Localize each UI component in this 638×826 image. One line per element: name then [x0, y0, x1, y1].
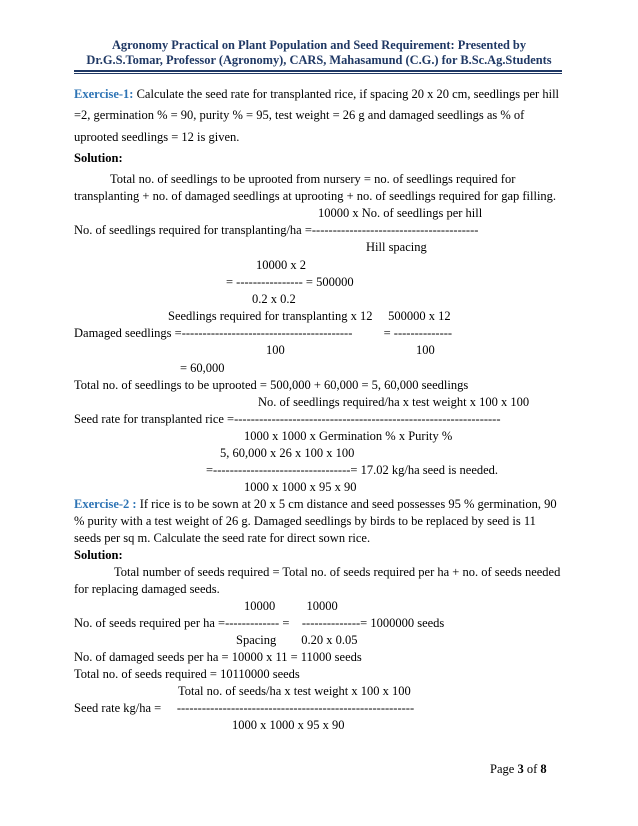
- exercise-2-line-3: seeds per sq m. Calculate the seed rate for direct sown rice.: [74, 531, 371, 545]
- formula-3-denominator: 100 100: [266, 343, 435, 357]
- seed-rate-2-numerator: Total no. of seeds/ha x test weight x 100 x 100: [178, 684, 411, 698]
- seed-rate-1-denominator: 1000 x 1000 x Germination % x Purity %: [244, 429, 453, 443]
- page-current: 3: [517, 762, 524, 776]
- total-seedlings: Total no. of seedlings to be uprooted = 500,000 + 60,000 = 5, 60,000 seedlings: [74, 378, 469, 392]
- solution-2-heading: Solution:: [74, 548, 123, 562]
- exercise-2-intro: [74, 497, 557, 512]
- seed-rate-1b-equation: =---------------------------------= 17.02 kg/ha seed is needed.: [206, 463, 499, 477]
- header-rule: [74, 70, 562, 72]
- formula-2-equation: = ---------------- = 500000: [226, 275, 354, 289]
- exercise-2-line-2: % purity with a test weight of 26 g. Damaged seedlings by birds to be replaced by seed is 11: [74, 514, 536, 528]
- solution-2-para-1: Total number of seeds required = Total no. of seeds required per ha + no. of seeds needed: [114, 565, 561, 579]
- exercise-1-text: Calculate the seed rate for transplanted rice, if spacing 20 x 20 cm, seedlings per hill: [133, 87, 560, 101]
- total-seeds: Total no. of seeds required = 10110000 seeds: [74, 667, 300, 681]
- seed-rate-1-numerator: No. of seedlings required/ha x test weight x 100 x 100: [258, 395, 530, 409]
- exercise-1-label: Exercise-1:: [74, 87, 134, 101]
- solution-1-heading: Solution:: [74, 151, 123, 165]
- seeds-formula-numerator: 10000 10000: [244, 599, 338, 613]
- seed-rate-1b-denominator: 1000 x 1000 x 95 x 90: [244, 480, 357, 494]
- solution-1-para-2: transplanting + no. of damaged seedlings at uprooting + no. of seedlings required for gap filling.: [74, 189, 557, 203]
- exercise-1-line-2: =2, germination % = 90, purity % = 95, test weight = 26 g and damaged seedlings as % of: [74, 108, 525, 122]
- formula-2-denominator: 0.2 x 0.2: [252, 292, 296, 306]
- formula-3-result: = 60,000: [180, 361, 225, 375]
- exercise-1-line-3: uprooted seedlings = 12 is given.: [74, 130, 240, 144]
- formula-3-lhs: Damaged seedlings =----------------------------------------- = --------------: [74, 326, 453, 340]
- formula-1-lhs: No. of seedlings required for transplanting/ha =----------------------------------------: [74, 223, 479, 237]
- page-number: [490, 762, 547, 777]
- formula-2-numerator: 10000 x 2: [256, 258, 306, 272]
- seed-rate-1b-numerator: 5, 60,000 x 26 x 100 x 100: [220, 446, 355, 460]
- formula-1-numerator: 10000 x No. of seedlings per hill: [318, 206, 483, 220]
- formula-1-denominator: Hill spacing: [366, 240, 427, 254]
- page-of: of: [523, 762, 541, 776]
- exercise-1-intro: [74, 87, 559, 102]
- solution-2-para-2: for replacing damaged seeds.: [74, 582, 220, 596]
- seed-rate-1-lhs: Seed rate for transplanted rice =----------------------------------------------------------------: [74, 412, 501, 426]
- seed-rate-2-lhs: Seed rate kg/ha = ---------------------------------------------------------: [74, 701, 415, 715]
- seeds-formula-lhs: No. of seeds required per ha =------------- = --------------= 1000000 seeds: [74, 616, 445, 630]
- seeds-formula-denominator: Spacing 0.20 x 0.05: [236, 633, 358, 647]
- header-rule-2: [74, 73, 562, 74]
- seed-rate-2-denominator: 1000 x 1000 x 95 x 90: [232, 718, 345, 732]
- solution-1-para-1: Total no. of seedlings to be uprooted from nursery = no. of seedlings required for: [110, 172, 516, 186]
- page-prefix: Page: [490, 762, 518, 776]
- page-total: 8: [540, 762, 547, 776]
- exercise-2-text: If rice is to be sown at 20 x 5 cm distance and seed possesses 95 % germination, 90: [136, 497, 557, 511]
- formula-3-numerator: Seedlings required for transplanting x 12 500000 x 12: [168, 309, 451, 323]
- exercise-2-label: Exercise-2 :: [74, 497, 137, 511]
- header-line-1: Agronomy Practical on Plant Population and Seed Requirement: Presented by: [111, 38, 527, 52]
- header-line-2: Dr.G.S.Tomar, Professor (Agronomy), CARS, Mahasamund (C.G.) for B.Sc.Ag.Students: [86, 53, 552, 67]
- damaged-seeds: No. of damaged seeds per ha = 10000 x 11 = 11000 seeds: [74, 650, 362, 664]
